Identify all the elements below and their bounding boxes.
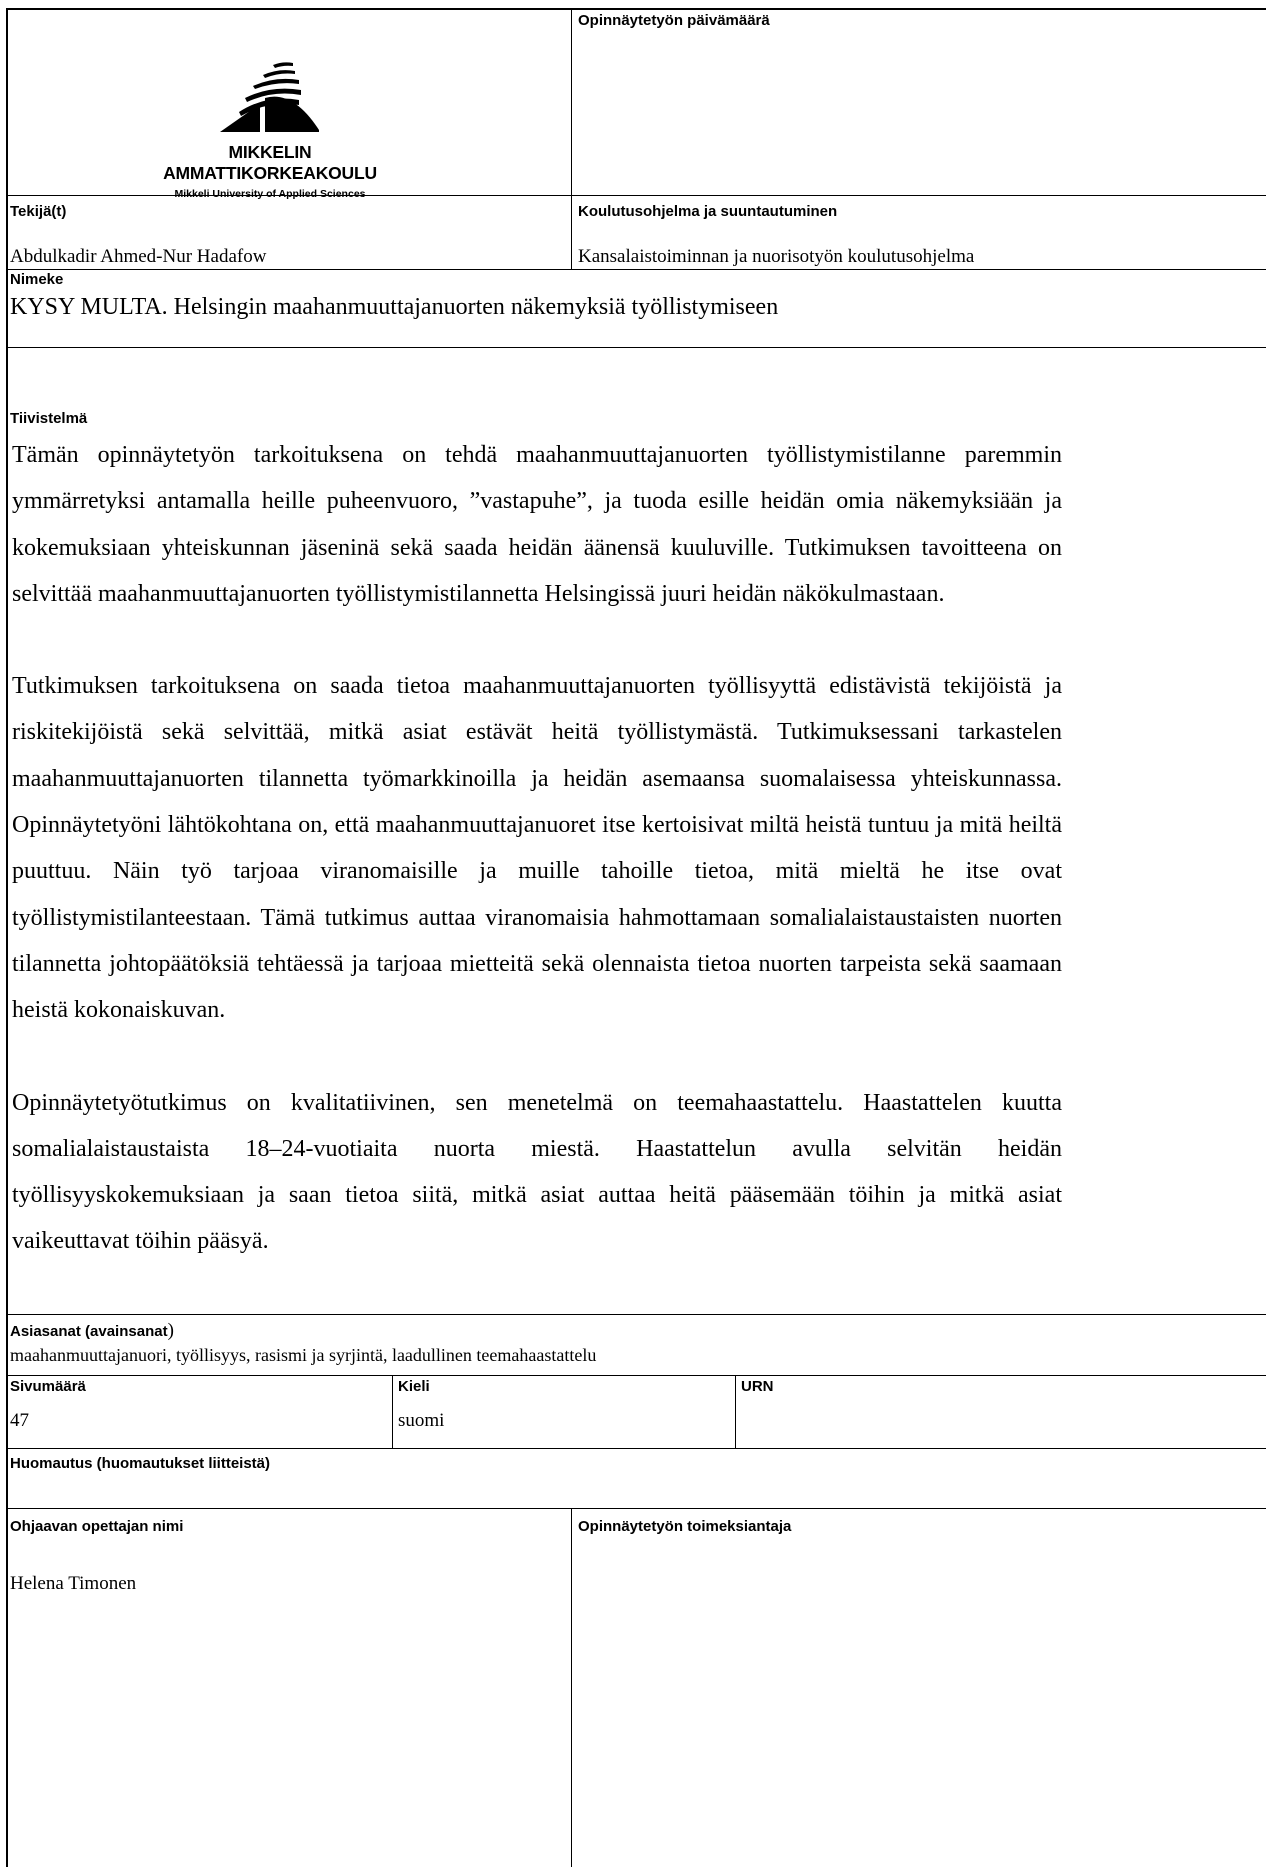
keywords-label-text: Asiasanat (avainsanat	[10, 1323, 168, 1340]
programme-value: Kansalaistoiminnan ja nuorisotyön koulutusohjelma	[578, 246, 975, 267]
pages-value: 47	[10, 1410, 29, 1431]
supervisor-value: Helena Timonen	[10, 1573, 137, 1594]
abstract-paragraph: Opinnäytetyötutkimus on kvalitatiivinen, sen menetelmä on teemahaastattelu. Haastattelen kuutta somalialaistaustaista 18–24-vuotiaita nuorta miestä. Haastattelun avulla selvitän heidän työllisyyskokemuksiaan ja saan tietoa siitä, mitkä asiat auttaa heitä pääsemään töihin ja mitkä asiat vaikeuttavat töihin pääsyä.	[12, 1089, 1062, 1255]
rule-notes-bottom	[6, 1508, 1266, 1509]
abstract-paragraph: Tutkimuksen tarkoituksena on saada tietoa maahanmuuttajanuorten työllisyyttä edistävistä tekijöistä ja riskitekijöistä sekä selvittää, mitkä asiat estävät heitä työllistymästä. Tutkimuksessani tarkastelen maahanmuuttajanuorten tilannetta työmarkkinoilla ja heidän asemaansa suomalaisessa yhteiskunnassa. Opinnäytetyöni lähtökohtana on, että maahanmuuttajanuoret itse kertoisivat miltä heistä tuntuu ja mitä heiltä puuttuu. Näin työ tarjoaa viranomaisille ja muille tahoille tietoa, mitä mieltä he itse ovat työllistymistilanteestaan. Tämä tutkimus auttaa viranomaisia hahmottamaan somalialaistaustaisten nuorten tilannetta johtopäätöksiä tehtäessä ja tarjoaa mietteitä sekä olennaista tietoa nuorten tarpeista sekä saamaan heistä kokonaiskuvan.	[12, 673, 1062, 1024]
school-logo	[130, 52, 410, 200]
title-label: Nimeke	[10, 271, 64, 288]
rule-title-bottom	[6, 347, 1266, 348]
rule-author-bottom	[6, 269, 1266, 270]
date-label: Opinnäytetyön päivämäärä	[578, 12, 770, 29]
thesis-title: KYSY MULTA. Helsingin maahanmuuttajanuorten näkemyksiä työllistymiseen	[10, 294, 779, 320]
rule-col-mid-bottom	[571, 1508, 572, 1867]
abstract-text	[12, 432, 1062, 1265]
rule-keywords-bottom	[6, 1375, 1266, 1376]
abstract-paragraph: Tämän opinnäytetyön tarkoituksena on tehdä maahanmuuttajanuorten työllistymistilanne paremmin ymmärretyksi antamalla heille puheenvuoro, ”vastapuhe”, ja tuoda esille heidän omia näkemyksiään ja kokemuksiaan yhteiskunnan jäseninä sekä saada heidän äänensä kuuluville. Tutkimuksen tavoitteena on selvittää maahanmuuttajanuorten työllistymistilannetta Helsingissä juuri heidän näkökulmastaan.	[12, 442, 1062, 607]
school-logo-emblem	[215, 52, 325, 138]
programme-label: Koulutusohjelma ja suuntautuminen	[578, 203, 838, 220]
language-label: Kieli	[398, 1378, 430, 1395]
rule-meta-bottom	[6, 1448, 1266, 1449]
rule-abstract-bottom	[6, 1314, 1266, 1315]
rule-col-pages-language	[392, 1375, 393, 1449]
school-logo-subtitle: Mikkeli University of Applied Sciences	[174, 188, 366, 200]
keywords-label	[10, 1322, 174, 1341]
keywords-label-paren: )	[167, 1320, 174, 1341]
author-value: Abdulkadir Ahmed-Nur Hadafow	[10, 246, 267, 267]
supervisor-label: Ohjaavan opettajan nimi	[10, 1518, 184, 1535]
abstract-label: Tiivistelmä	[10, 410, 88, 427]
rule-col-mid-top	[571, 8, 572, 270]
notes-label: Huomautus (huomautukset liitteistä)	[10, 1455, 271, 1472]
school-logo-name: MIKKELIN AMMATTIKORKEAKOULU	[163, 142, 377, 183]
keywords-value: maahanmuuttajanuori, työllisyys, rasismi ja syrjintä, laadullinen teemahaastattelu	[10, 1345, 597, 1365]
rule-col-language-urn	[735, 1375, 736, 1449]
commissioner-label: Opinnäytetyön toimeksiantaja	[578, 1518, 792, 1535]
author-label: Tekijä(t)	[10, 203, 67, 220]
urn-label: URN	[741, 1378, 774, 1395]
language-value: suomi	[398, 1410, 445, 1431]
pages-label: Sivumäärä	[10, 1378, 86, 1395]
